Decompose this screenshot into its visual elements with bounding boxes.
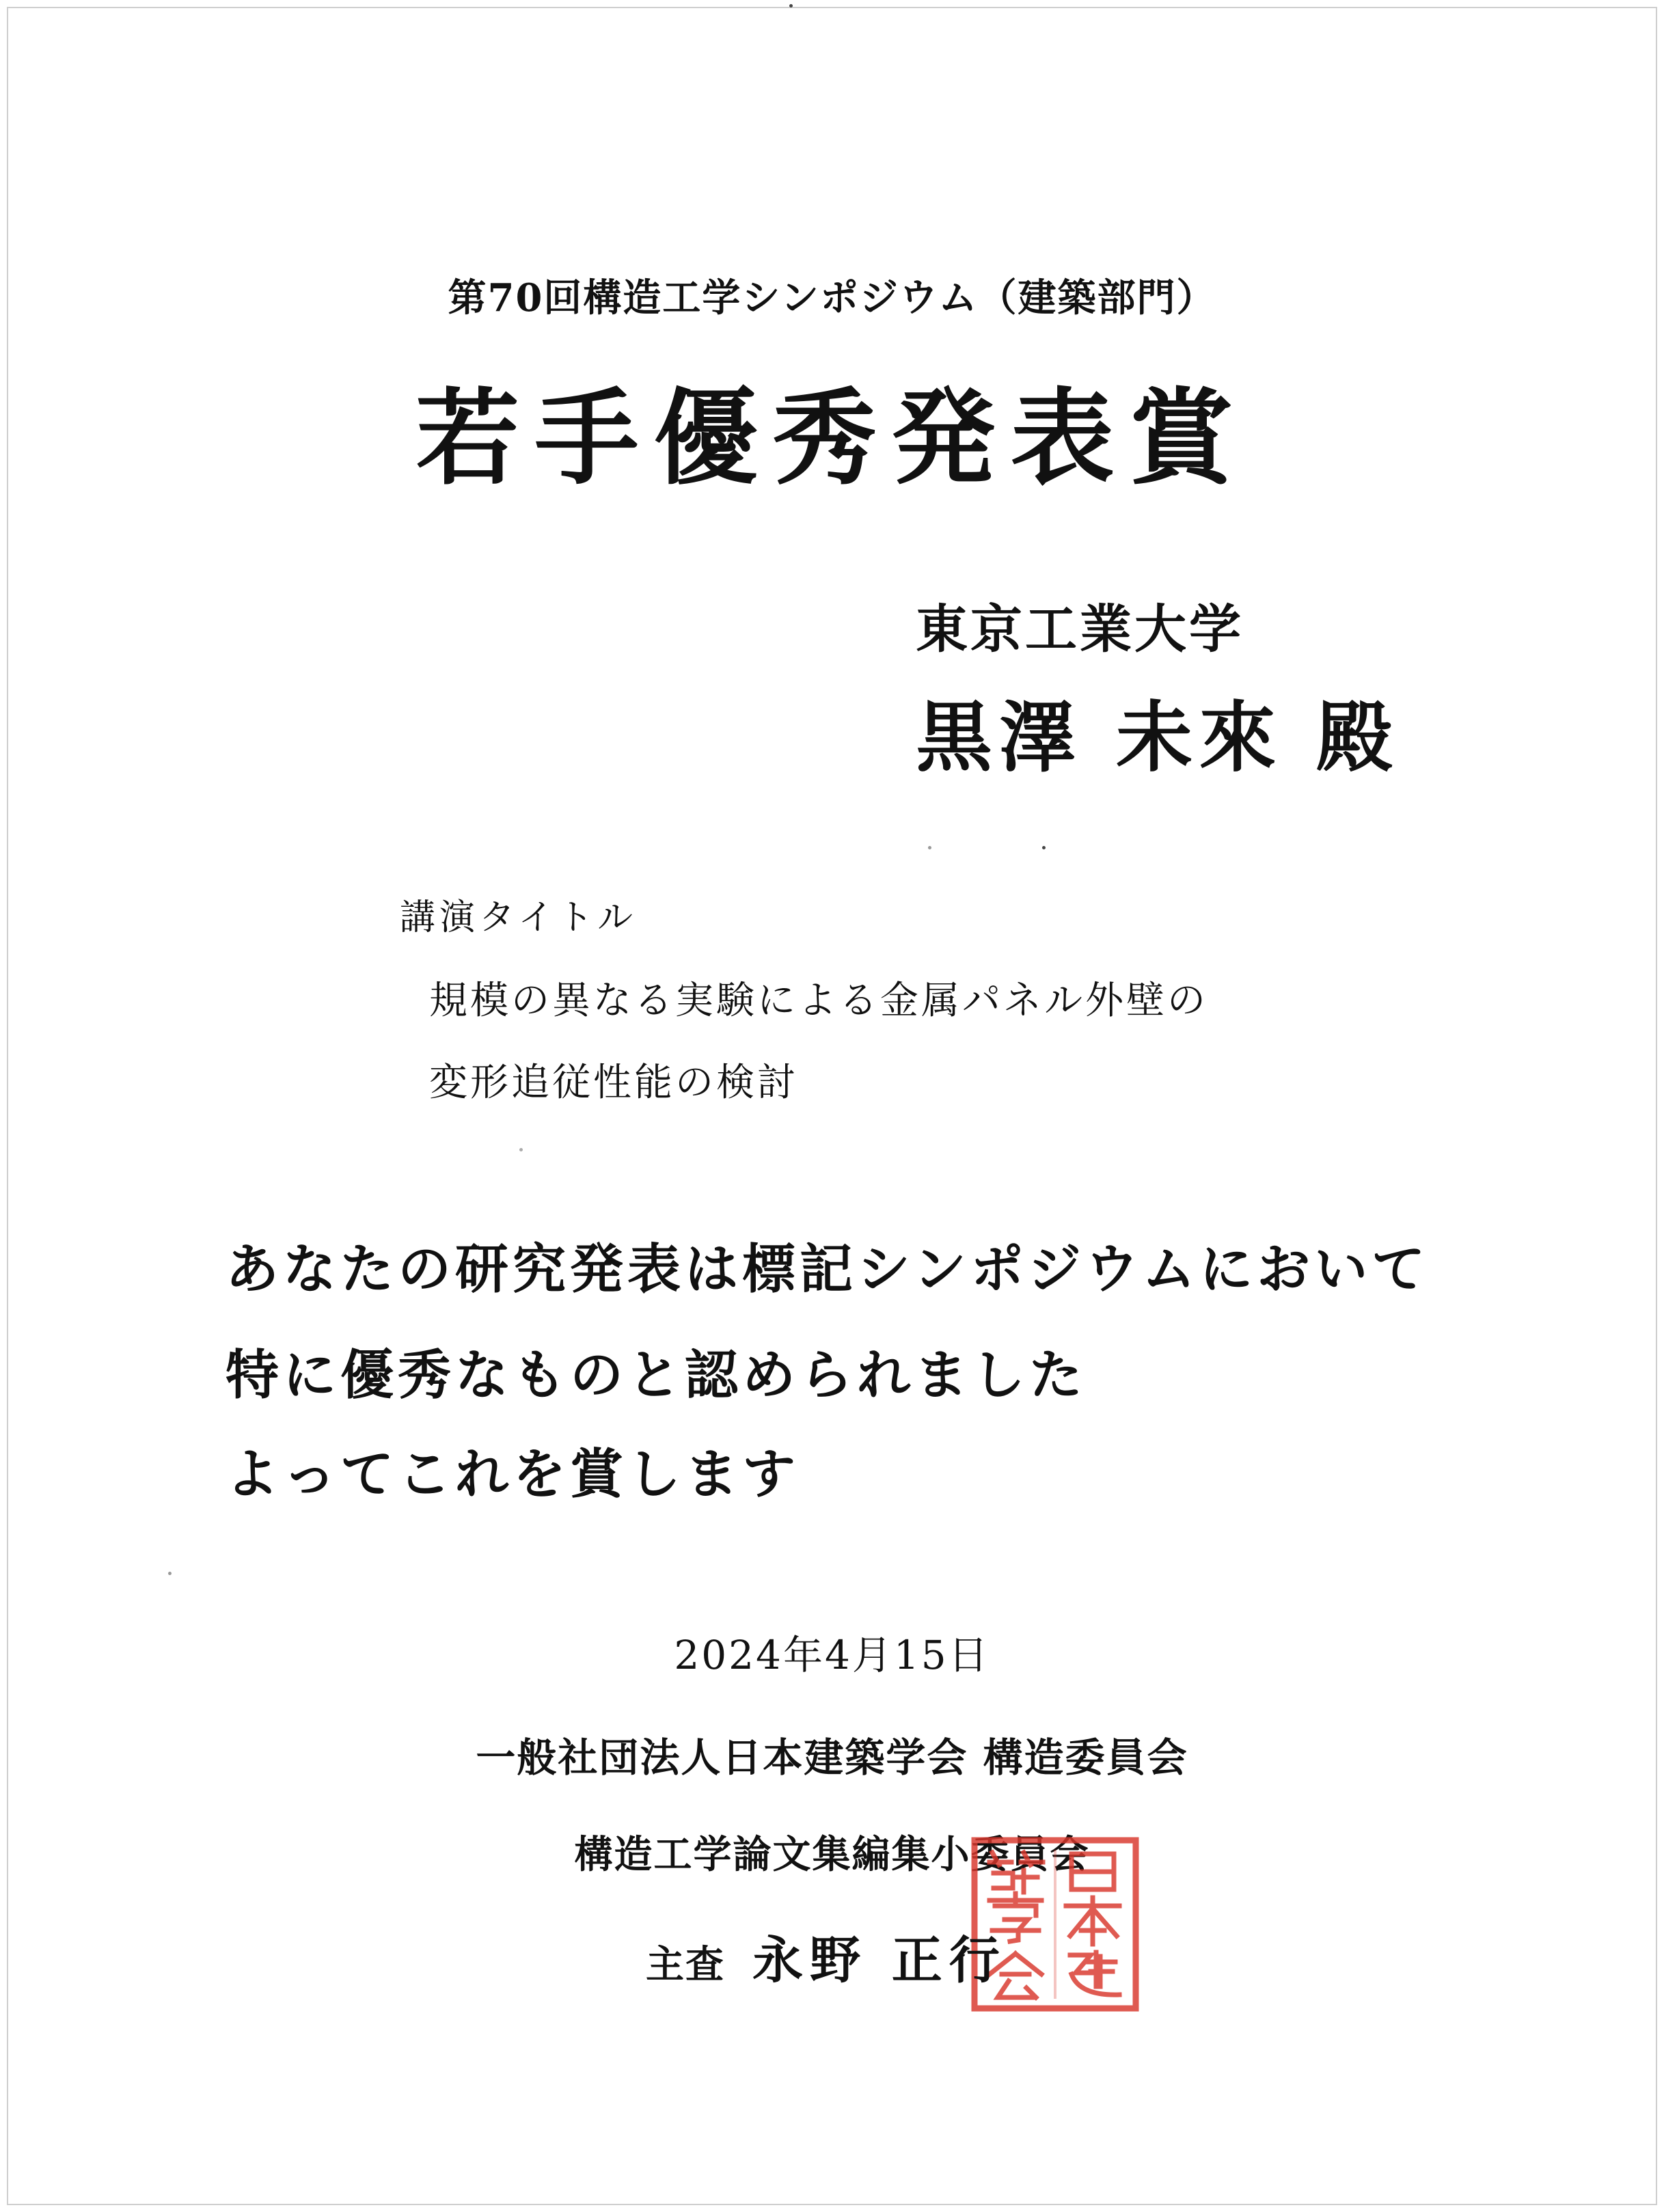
paper-speck	[168, 1572, 172, 1575]
recipient-affiliation: 東京工業大学	[916, 599, 1244, 659]
paper-speck	[928, 846, 931, 849]
signatory-role: 主査	[646, 1942, 725, 1987]
award-title: 若手優秀発表賞	[415, 377, 1249, 499]
award-date: 2024年4月15日	[674, 1632, 990, 1678]
symposium-name: 第70回構造工学シンポジウム（建築部門）	[448, 275, 1216, 320]
paper-speck	[789, 4, 793, 8]
issuing-committee: 構造工学論文集編集小委員会	[574, 1832, 1090, 1877]
talk-title-line-2: 変形追従性能の検討	[429, 1061, 798, 1105]
award-statement-line-1: あなたの研究発表は標記シンポジウムにおいて	[226, 1238, 1430, 1300]
talk-title-line-1: 規模の異なる実験による金属パネル外壁の	[429, 979, 1208, 1023]
paper-speck	[1042, 846, 1046, 849]
recipient-name: 黒澤 未來 殿	[916, 693, 1400, 782]
signatory	[646, 1920, 1007, 1993]
issuing-organization: 一般社団法人日本建築学会 構造委員会	[476, 1734, 1188, 1781]
award-statement-line-3: よってこれを賞します	[226, 1443, 800, 1505]
talk-title-label: 講演タイトル	[400, 897, 637, 938]
signatory-name: 永野 正行	[752, 1931, 1007, 1990]
award-statement-line-2: 特に優秀なものと認められました	[226, 1344, 1087, 1406]
paper-speck	[519, 1148, 523, 1151]
